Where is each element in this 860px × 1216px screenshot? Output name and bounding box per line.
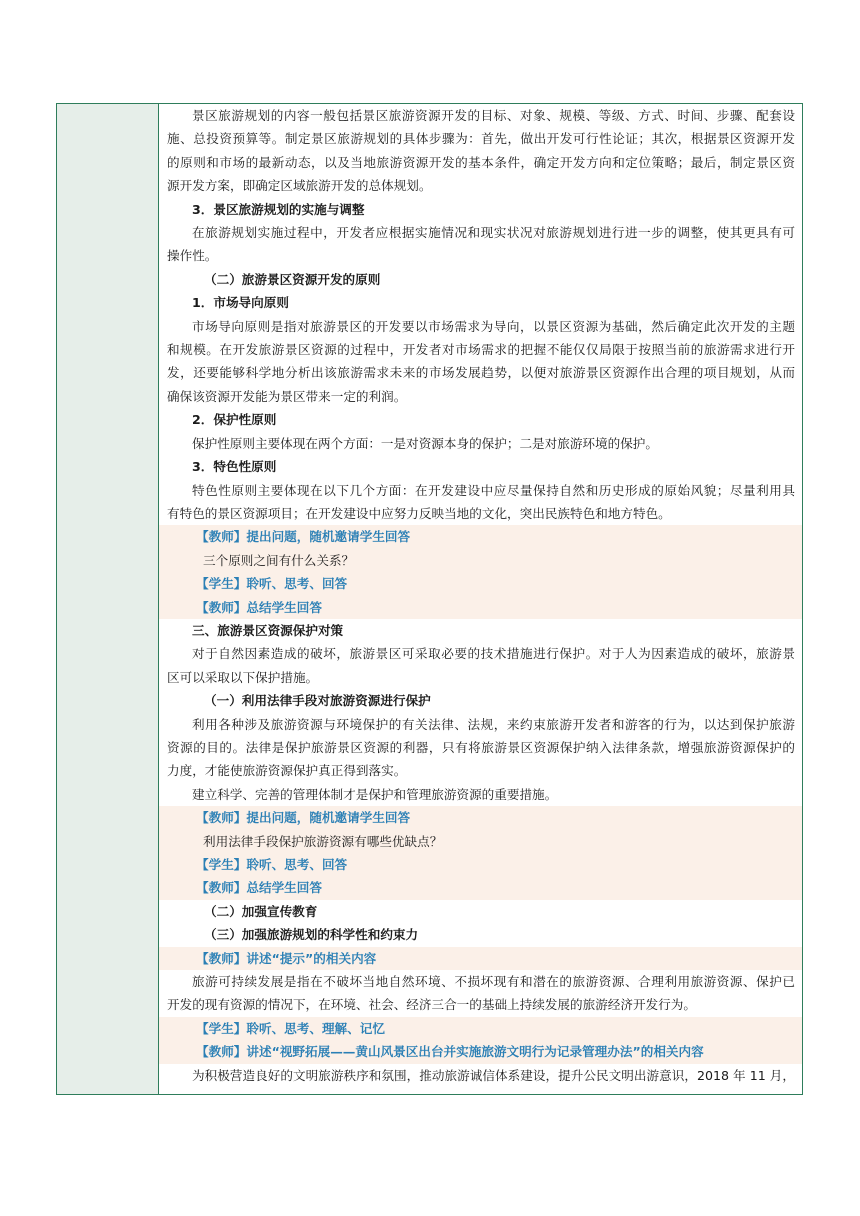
text-line: 特色性原则主要体现在以下几个方面：在开发建设中应尽量保持自然和历史形成的原始风貌；尽量利用具 — [192, 482, 795, 498]
text-line: 开发的现有资源的情况下，在环境、社会、经济三合一的基础上持续发展的旅游经济开发行为。 — [167, 997, 696, 1013]
text-line: 施、总投资预算等。制定景区旅游规划的具体步骤为：首先，做出开发可行性论证；其次，根据景区资源开发 — [167, 131, 795, 147]
text-line: 对于自然因素造成的破坏，旅游景区可采取必要的技术措施进行保护。对于人为因素造成的破坏，旅游景 — [192, 646, 795, 662]
activity-line: 【学生】聆听、思考、回答 — [159, 572, 802, 595]
text-line: （三）加强旅游规划的科学性和约束力 — [204, 927, 419, 943]
text-line: 发，还要能够科学地分析出该旅游需求未来的市场发展趋势，以便对旅游景区资源作出合理的项目规划，从而 — [167, 365, 795, 381]
activity-line: 【教师】总结学生回答 — [159, 876, 802, 899]
text-line: 保护性原则主要体现在两个方面：一是对资源本身的保护；二是对旅游环境的保护。 — [192, 435, 658, 451]
text-line: （一）利用法律手段对旅游资源进行保护 — [204, 693, 431, 709]
text-line: 有特色的景区资源项目；在开发建设中应努力反映当地的文化，突出民族特色和地方特色。 — [167, 505, 671, 521]
activity-line: 【学生】聆听、思考、理解、记忆 — [159, 1017, 802, 1040]
text-line: 为积极营造良好的文明旅游秩序和氛围，推动旅游诚信体系建设，提升公民文明出游意识，2018 年 11 月， — [192, 1067, 795, 1083]
text-line: （二）加强宣传教育 — [204, 903, 318, 919]
text-line: 的原则和市场的最新动态，以及当地旅游资源开发的基本条件，确定开发方向和定位策略；最后，制定景区资 — [167, 154, 795, 170]
text-line: 确保该资源开发能为景区带来一定的利润。 — [167, 388, 407, 404]
text-line: 2．保护性原则 — [192, 412, 277, 428]
text-line: 操作性。 — [167, 248, 218, 264]
text-line: 3．景区旅游规划的实施与调整 — [192, 201, 365, 217]
text-line: 和规模。在开发旅游景区资源的过程中，开发者对市场需求的把握不能仅仅局限于按照当前的旅游需求进行开 — [167, 342, 795, 358]
text-line: 三、旅游景区资源保护对策 — [192, 622, 344, 638]
text-line: 资源的目的。法律是保护旅游景区资源的利器，只有将旅游景区资源保护纳入法律条款，增强旅游资源保护的 — [167, 739, 795, 755]
text-line: 市场导向原则是指对旅游景区的开发要以市场需求为导向，以景区资源为基础，然后确定此次开发的主题 — [192, 318, 795, 334]
activity-line: 【教师】提出问题，随机邀请学生回答 — [159, 525, 802, 548]
text-line: 利用各种涉及旅游资源与环境保护的有关法律、法规，来约束旅游开发者和游客的行为，以达到保护旅游 — [192, 716, 795, 732]
text-line: 力度，才能使旅游资源保护真正得到落实。 — [167, 763, 407, 779]
text-line: （二）旅游景区资源开发的原则 — [204, 271, 381, 287]
text-line: 区可以采取以下保护措施。 — [167, 669, 319, 685]
activity-line: 利用法律手段保护旅游资源有哪些优缺点？ — [159, 830, 802, 853]
text-line: 旅游可持续发展是指在不破坏当地自然环境、不损坏现有和潜在的旅游资源、合理利用旅游资源、保护已 — [192, 974, 795, 990]
text-line: 景区旅游规划的内容一般包括景区旅游资源开发的目标、对象、规模、等级、方式、时间、步骤、配套设 — [192, 108, 795, 123]
text-line: 3．特色性原则 — [192, 459, 277, 475]
activity-line: 【学生】聆听、思考、回答 — [159, 853, 802, 876]
text-line: 建立科学、完善的管理体制才是保护和管理旅游资源的重要措施。 — [192, 786, 558, 802]
content-cell — [159, 104, 802, 1094]
activity-line: 【教师】提出问题，随机邀请学生回答 — [159, 806, 802, 829]
text-line: 源开发方案，即确定区域旅游开发的总体规划。 — [167, 178, 432, 194]
activity-line: 三个原则之间有什么关系？ — [159, 549, 802, 572]
section-label-cell — [57, 104, 159, 1094]
lesson-table — [56, 103, 803, 1095]
activity-line: 【教师】讲述“提示”的相关内容 — [159, 947, 802, 970]
text-line: 1．市场导向原则 — [192, 295, 289, 311]
text-line: 在旅游规划实施过程中，开发者应根据实施情况和现实状况对旅游规划进行进一步的调整，使其更具有可 — [192, 225, 795, 241]
activity-line: 【教师】总结学生回答 — [159, 596, 802, 619]
activity-line: 【教师】讲述“视野拓展——黄山风景区出台并实施旅游文明行为记录管理办法”的相关内容 — [159, 1040, 802, 1063]
